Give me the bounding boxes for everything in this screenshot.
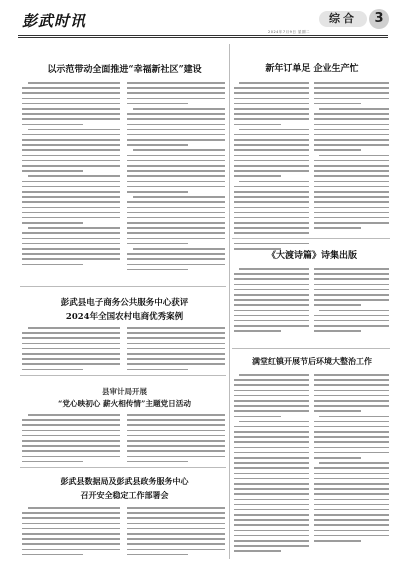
article-6-kicker: 县审计局开展 [102, 387, 147, 396]
masthead-title: 彭武时讯 [22, 12, 87, 30]
article-1-title: 以示范带动全面推进“幸福新社区”建设 [47, 65, 202, 75]
article-7-body-col1 [22, 507, 120, 559]
article-4-body-col1 [234, 374, 309, 556]
section-label: 综合 [319, 11, 367, 27]
article-5-title-line1: 彭武县电子商务公共服务中心获评 [60, 298, 189, 308]
article-1-body-col2 [127, 82, 225, 274]
header-rule [18, 35, 388, 36]
article-3-body-col2 [314, 268, 389, 335]
article-5-body-col2 [127, 327, 225, 374]
section-divider [232, 348, 390, 349]
article-2-body-col2 [314, 82, 389, 232]
article-7-body-col2 [127, 507, 225, 559]
article-1-body-col1 [22, 82, 120, 269]
article-2-title: 新年订单足 企业生产忙 [265, 64, 359, 74]
article-6-body-col1 [22, 414, 120, 466]
article-6-body-col2 [127, 414, 225, 466]
article-6-title: “党心映初心 薪火相传情”主题党日活动 [58, 399, 191, 408]
section-divider [20, 375, 226, 376]
article-7-title-line2: 召开安全稳定工作部署会 [80, 490, 169, 500]
article-5-title-line2: 2024年全国农村电商优秀案例 [65, 312, 184, 322]
article-4-title: 满堂红镇开展节后环境大整治工作 [252, 356, 372, 366]
section-divider [20, 467, 226, 468]
column-divider [229, 44, 230, 559]
article-3-title: 《大渡诗篇》诗集出版 [266, 251, 357, 261]
section-divider [20, 286, 226, 287]
header-rule-secondary [18, 37, 388, 38]
page-header [0, 0, 400, 40]
section-divider [232, 238, 390, 239]
article-7-title-line1: 彭武县数据局及彭武县政务服务中心 [60, 476, 189, 486]
issue-date: 2024年7月9日 星期二 [268, 30, 310, 34]
article-2-body-col1 [234, 82, 309, 253]
article-5-body-col1 [22, 327, 120, 374]
page-number: 3 [369, 9, 389, 29]
article-4-body-col2 [314, 374, 389, 545]
article-3-body-col1 [234, 268, 309, 335]
